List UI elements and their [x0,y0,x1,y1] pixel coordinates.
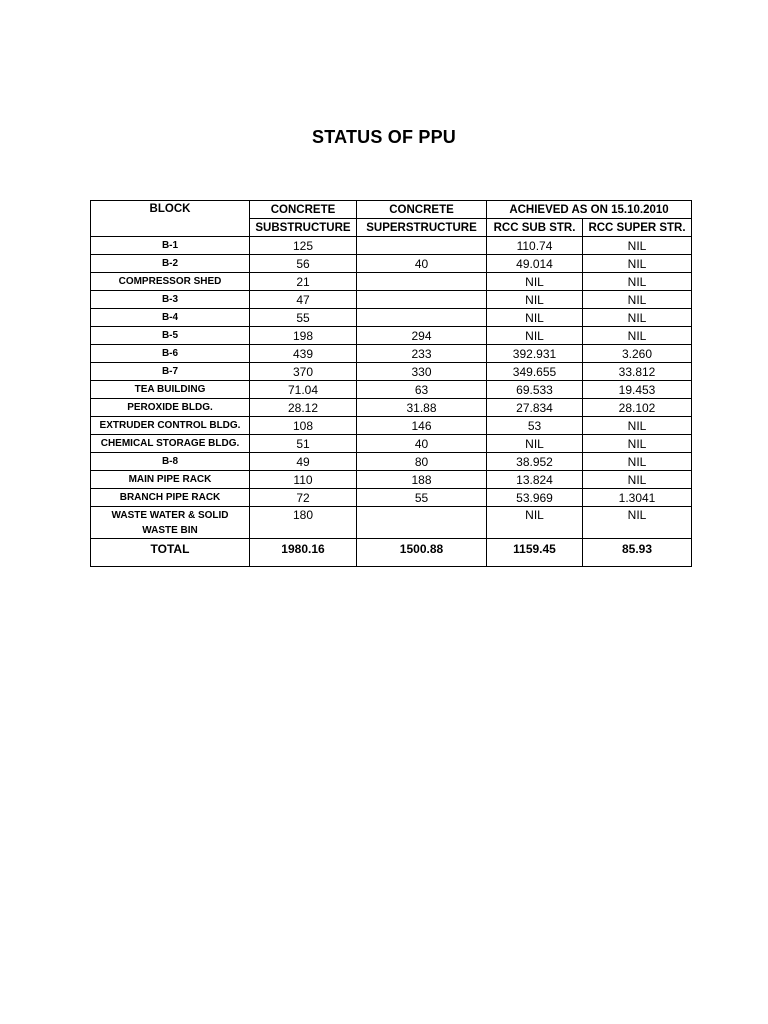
row-concrete-super: 146 [357,417,487,435]
row-concrete-super: 40 [357,435,487,453]
row-rcc-super: NIL [583,255,692,273]
status-table [90,200,692,567]
total-label: TOTAL [91,539,250,567]
page-title: STATUS OF PPU [312,127,456,147]
row-rcc-sub: NIL [487,309,583,327]
table-row [91,489,692,507]
row-concrete-sub: 180 [250,507,357,539]
total-super: 1500.88 [357,539,487,567]
row-block: COMPRESSOR SHED [91,273,250,291]
row-concrete-sub: 110 [250,471,357,489]
row-concrete-sub: 21 [250,273,357,291]
table-row [91,399,692,417]
row-concrete-sub: 71.04 [250,381,357,399]
row-concrete-super [357,273,487,291]
row-rcc-sub: 110.74 [487,237,583,255]
row-concrete-super: 63 [357,381,487,399]
row-rcc-sub: NIL [487,291,583,309]
row-rcc-sub: NIL [487,327,583,345]
row-concrete-super: 233 [357,345,487,363]
table-row [91,453,692,471]
row-rcc-super: NIL [583,453,692,471]
row-rcc-super: NIL [583,237,692,255]
row-concrete-super [357,237,487,255]
header-concrete-sub-line2: SUBSTRUCTURE [250,219,357,237]
table-row [91,237,692,255]
row-block: B-1 [91,237,250,255]
row-block: B-5 [91,327,250,345]
row-block: B-6 [91,345,250,363]
table-row [91,471,692,489]
row-block: CHEMICAL STORAGE BLDG. [91,435,250,453]
row-block: EXTRUDER CONTROL BLDG. [91,417,250,435]
row-concrete-super: 55 [357,489,487,507]
table-row [91,363,692,381]
header-block: BLOCK [91,201,250,237]
row-block: BRANCH PIPE RACK [91,489,250,507]
row-concrete-super: 188 [357,471,487,489]
row-rcc-sub: NIL [487,273,583,291]
row-concrete-super: 40 [357,255,487,273]
table-row [91,309,692,327]
header-row-1 [91,201,692,219]
row-block: B-8 [91,453,250,471]
row-block: B-3 [91,291,250,309]
row-rcc-super: NIL [583,273,692,291]
row-rcc-super: NIL [583,507,692,539]
row-concrete-super [357,507,487,539]
table-row [91,291,692,309]
header-achieved: ACHIEVED AS ON 15.10.2010 [487,201,692,219]
row-concrete-sub: 125 [250,237,357,255]
row-rcc-sub: 69.533 [487,381,583,399]
row-rcc-sub: 49.014 [487,255,583,273]
row-concrete-sub: 51 [250,435,357,453]
row-concrete-sub: 198 [250,327,357,345]
row-concrete-super [357,291,487,309]
table-row [91,417,692,435]
header-concrete-super-line1: CONCRETE [357,201,487,219]
row-rcc-sub: 27.834 [487,399,583,417]
row-rcc-super: NIL [583,471,692,489]
total-row [91,539,692,567]
row-concrete-sub: 28.12 [250,399,357,417]
row-block: TEA BUILDING [91,381,250,399]
row-concrete-super: 294 [357,327,487,345]
row-rcc-sub: 13.824 [487,471,583,489]
row-block: B-7 [91,363,250,381]
row-concrete-super [357,309,487,327]
header-concrete-sub-line1: CONCRETE [250,201,357,219]
total-sub: 1980.16 [250,539,357,567]
row-rcc-sub: 392.931 [487,345,583,363]
table-row [91,273,692,291]
row-block: WASTE WATER & SOLID WASTE BIN [91,507,250,539]
table-row [91,327,692,345]
row-rcc-super: NIL [583,417,692,435]
row-rcc-sub: NIL [487,507,583,539]
table-row [91,381,692,399]
row-block: B-2 [91,255,250,273]
row-rcc-super: 19.453 [583,381,692,399]
table-row [91,255,692,273]
total-rcc-super: 85.93 [583,539,692,567]
row-concrete-sub: 56 [250,255,357,273]
row-rcc-super: NIL [583,309,692,327]
table-row [91,345,692,363]
total-rcc-sub: 1159.45 [487,539,583,567]
row-concrete-sub: 55 [250,309,357,327]
row-rcc-sub: 53.969 [487,489,583,507]
row-rcc-super: NIL [583,291,692,309]
row-rcc-super: 1.3041 [583,489,692,507]
row-concrete-super: 80 [357,453,487,471]
header-rcc-super: RCC SUPER STR. [583,219,692,237]
row-rcc-super: 33.812 [583,363,692,381]
row-rcc-super: NIL [583,327,692,345]
row-rcc-sub: 38.952 [487,453,583,471]
row-concrete-sub: 47 [250,291,357,309]
row-concrete-sub: 49 [250,453,357,471]
row-rcc-sub: 53 [487,417,583,435]
row-rcc-super: NIL [583,435,692,453]
row-rcc-sub: 349.655 [487,363,583,381]
table-body [91,237,692,539]
row-block: PEROXIDE BLDG. [91,399,250,417]
row-rcc-super: 3.260 [583,345,692,363]
row-concrete-super: 31.88 [357,399,487,417]
row-rcc-super: 28.102 [583,399,692,417]
row-concrete-sub: 439 [250,345,357,363]
row-concrete-sub: 72 [250,489,357,507]
row-concrete-super: 330 [357,363,487,381]
row-block: B-4 [91,309,250,327]
header-concrete-super-line2: SUPERSTRUCTURE [357,219,487,237]
row-concrete-sub: 370 [250,363,357,381]
table-row [91,507,692,539]
row-block: MAIN PIPE RACK [91,471,250,489]
row-concrete-sub: 108 [250,417,357,435]
table-row [91,435,692,453]
header-rcc-sub: RCC SUB STR. [487,219,583,237]
row-rcc-sub: NIL [487,435,583,453]
